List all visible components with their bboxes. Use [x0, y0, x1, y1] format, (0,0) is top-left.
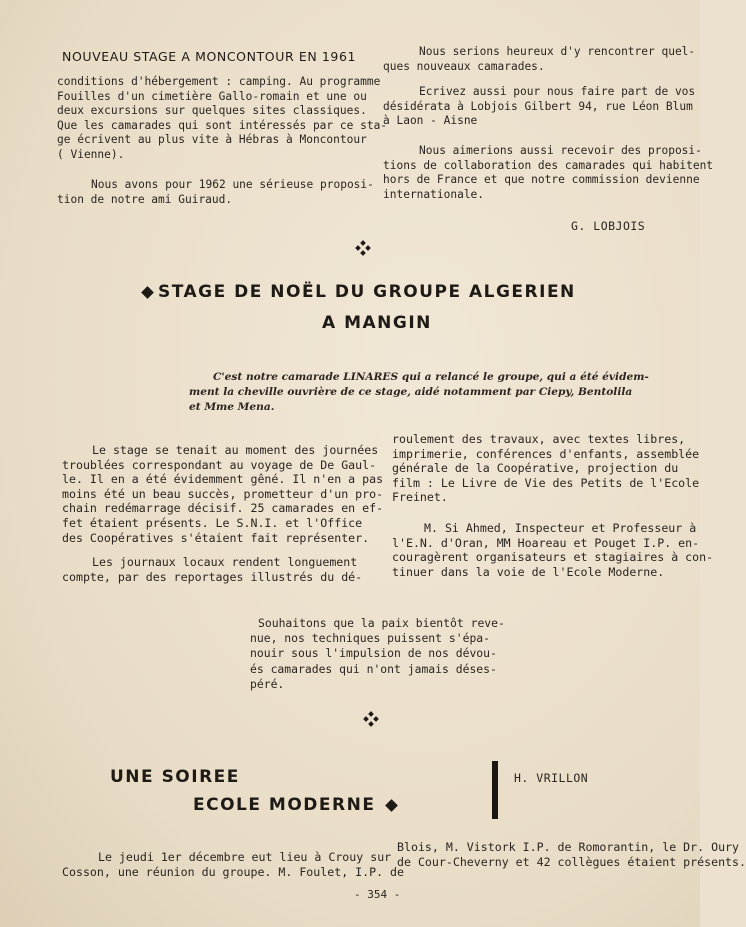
moncontour-right-para1 [383, 45, 695, 74]
stage-closing [250, 616, 505, 692]
line: fet étaient présents. Le S.N.I. et l'Office [62, 515, 363, 530]
heading-une-soiree: UNE SOIREE [110, 767, 240, 787]
heading-stage-noel [143, 282, 576, 302]
heading-line: ECOLE MODERNE [193, 795, 376, 815]
moncontour-right-para2 [383, 85, 695, 129]
line: Ecrivez aussi pour nous faire part de vos [419, 85, 696, 98]
signature-lobjois: G. LOBJOIS [571, 219, 646, 233]
line: roulement des travaux, avec textes libres, [392, 432, 686, 446]
heading-moncontour: NOUVEAU STAGE A MONCONTOUR EN 1961 [62, 49, 357, 64]
line: Les journaux locaux rendent longuement [92, 555, 358, 569]
line: film : Le Livre de Vie des Petits de l'Ecole [392, 475, 700, 490]
line: Nous aimerions aussi recevoir des proposi- [419, 144, 702, 157]
line: Fouilles d'un cimetière Gallo-romain et une ou [57, 89, 367, 103]
line: le. Il en a été évidemment gêné. Il n'en a pas [62, 472, 384, 487]
vertical-rule [492, 761, 498, 819]
line: Nous serions heureux d'y rencontrer quel- [419, 45, 696, 58]
line: l'E.N. d'Oran, MM Hoareau et Pouget I.P. en- [392, 535, 700, 550]
line: C'est notre camarade LINARES qui a relancé le groupe, qui a été évidem- [213, 371, 649, 383]
page-number: - 354 - [354, 888, 401, 901]
line: des Coopératives s'étaient fait représenter. [62, 530, 370, 545]
line: péré. [250, 676, 285, 691]
line: Le stage se tenait au moment des journées [92, 443, 379, 457]
line: imprimerie, conférences d'enfants, assemblée [392, 446, 700, 461]
soiree-right [397, 840, 746, 869]
line: internationale. [383, 187, 485, 201]
line: Nous avons pour 1962 une sérieuse proposi- [91, 178, 374, 191]
line: tions de collaboration des camarades qui habitent [383, 158, 714, 172]
line: tinuer dans la voie de l'Ecole Moderne. [392, 564, 665, 579]
line: ques nouveaux camarades. [383, 59, 545, 73]
ornament-icon [356, 241, 370, 255]
line: hors de France et que notre commission devienne [383, 173, 700, 187]
line: Le jeudi 1er décembre eut lieu à Crouy sur [98, 850, 392, 864]
ornament-icon [364, 712, 378, 726]
soiree-left [62, 850, 404, 879]
stage-right-para1 [392, 432, 699, 505]
line: és camarades qui n'ont jamais déses- [250, 661, 497, 676]
heading-line: STAGE DE NOËL DU GROUPE ALGERIEN [158, 282, 576, 302]
line: chain redémarrage décisif. 25 camarades en ef- [62, 501, 384, 516]
line: M. Si Ahmed, Inspecteur et Professeur à [424, 521, 697, 535]
heading-ecole-moderne [193, 795, 396, 815]
line: ge écrivent au plus vite à Hébras à Moncontour [57, 133, 367, 147]
diamond-bullet-icon [386, 799, 399, 812]
stage-left-para1 [62, 443, 383, 545]
line: Que les camarades qui sont intéressés par ce sta- [57, 118, 388, 132]
line: conditions d'hébergement : camping. Au programme [57, 75, 381, 88]
line: moins été un beau succès, prometteur d'un pro- [62, 486, 384, 501]
line: tion de notre ami Guiraud. [57, 192, 233, 206]
line: désidérata à Lobjois Gilbert 94, rue Léon Blum [383, 99, 693, 113]
line: ment la cheville ouvrière de ce stage, aidé notamment par Ciepy, Bentolila [189, 386, 633, 398]
line: compte, par des reportages illustrés du dé- [62, 569, 363, 584]
line: troublées correspondant au voyage de De Gaul- [62, 457, 377, 472]
moncontour-text [57, 75, 387, 163]
stage-right-para2 [392, 521, 713, 579]
stage-left-para2 [62, 555, 362, 584]
line: couragèrent organisateurs et stagiaires à con- [392, 550, 714, 565]
line: de Cour-Cheverny et 42 collègues étaient présents. [397, 854, 746, 869]
line: ( Vienne). [57, 147, 125, 161]
line: Cosson, une réunion du groupe. M. Foulet, I.P. de [62, 864, 405, 879]
moncontour-right-para3 [383, 144, 713, 202]
line: à Laon - Aisne [383, 114, 478, 128]
line: nue, nos techniques puissent s'épa- [250, 631, 491, 646]
line: générale de la Coopérative, projection du [392, 461, 679, 476]
diamond-bullet-icon [141, 286, 154, 299]
line: Souhaitons que la paix bientôt reve- [258, 616, 505, 630]
line: deux excursions sur quelques sites classiques. [57, 104, 367, 118]
line: nouir sous l'impulsion de nos dévou- [250, 646, 497, 661]
signature-vrillon: H. VRILLON [514, 771, 589, 785]
heading-mangin: A MANGIN [322, 313, 432, 333]
line: et Mme Mena. [189, 401, 275, 413]
line: Blois, M. Vistork I.P. de Romorantin, le Dr. Oury [397, 840, 740, 854]
stage-intro [189, 370, 649, 415]
line: Freinet. [392, 490, 448, 505]
moncontour-para2 [57, 178, 374, 207]
